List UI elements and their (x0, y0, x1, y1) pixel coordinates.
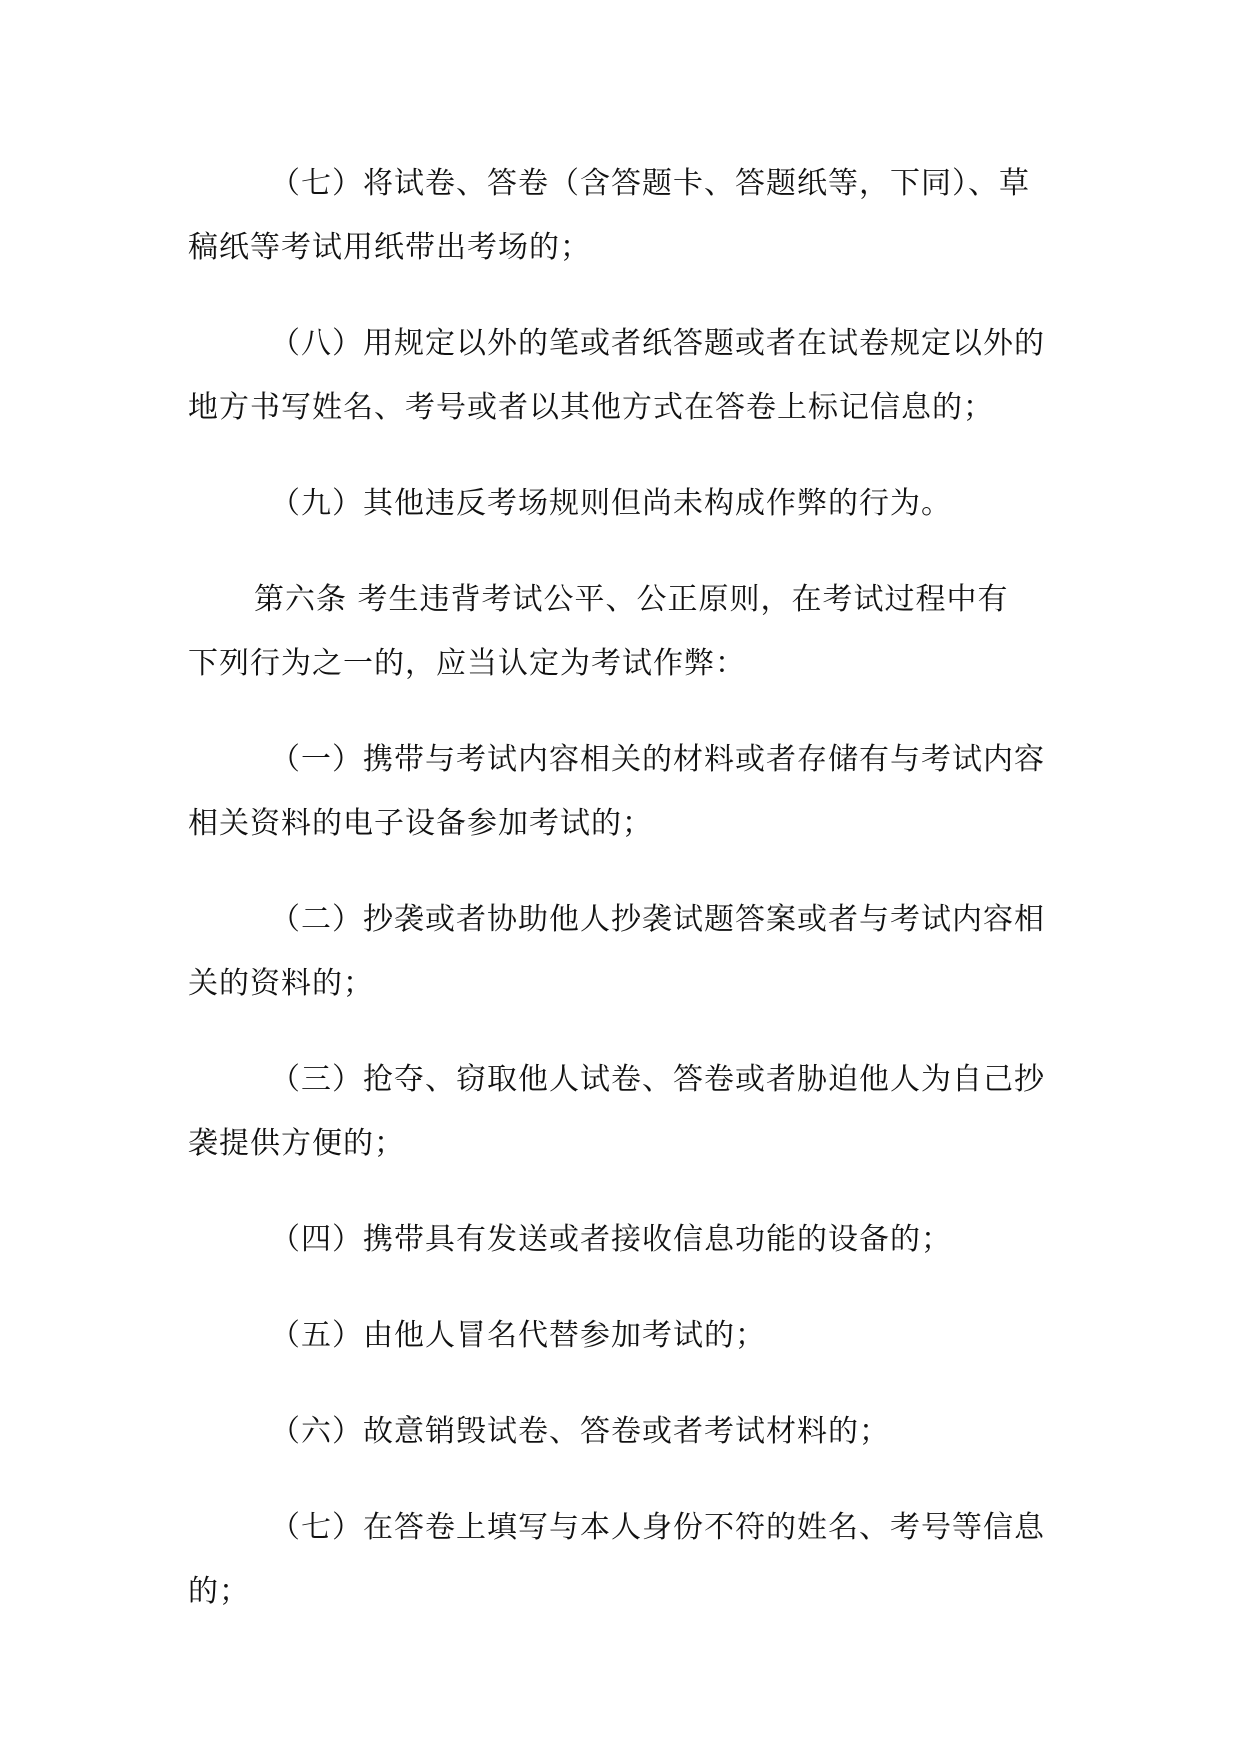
paragraph-item-7: （七）在答卷上填写与本人身份不符的姓名、考号等信息的； (188, 1510, 1045, 1609)
paragraph-item-3: （三）抢夺、窃取他人试卷、答卷或者胁迫他人为自己抄袭提供方便的； (188, 1062, 1045, 1161)
paragraph-item-7-previous: （七）将试卷、答卷（含答题卡、答题纸等，下同）、草稿纸等考试用纸带出考场的； (188, 166, 1030, 265)
paragraph-item-2: （二）抄袭或者协助他人抄袭试题答案或者与考试内容相关的资料的； (188, 902, 1045, 1001)
paragraph-item-9: （九）其他违反考场规则但尚未构成作弊的行为。 (270, 486, 952, 521)
paragraph-item-1: （一）携带与考试内容相关的材料或者存储有与考试内容相关资料的电子设备参加考试的； (188, 742, 1045, 841)
paragraph-item-5: （五）由他人冒名代替参加考试的； (270, 1318, 766, 1353)
article-six-heading: 第六条 考生违背考试公平、公正原则，在考试过程中有下列行为之一的，应当认定为考试作弊： (188, 582, 1009, 681)
document-body (188, 152, 1058, 1656)
paragraph-item-6: （六）故意销毁试卷、答卷或者考试材料的； (270, 1414, 890, 1449)
paragraph-item-8: （八）用规定以外的笔或者纸答题或者在试卷规定以外的地方书写姓名、考号或者以其他方式在答卷上标记信息的； (188, 326, 1045, 425)
paragraph-item-4: （四）携带具有发送或者接收信息功能的设备的； (270, 1222, 952, 1257)
